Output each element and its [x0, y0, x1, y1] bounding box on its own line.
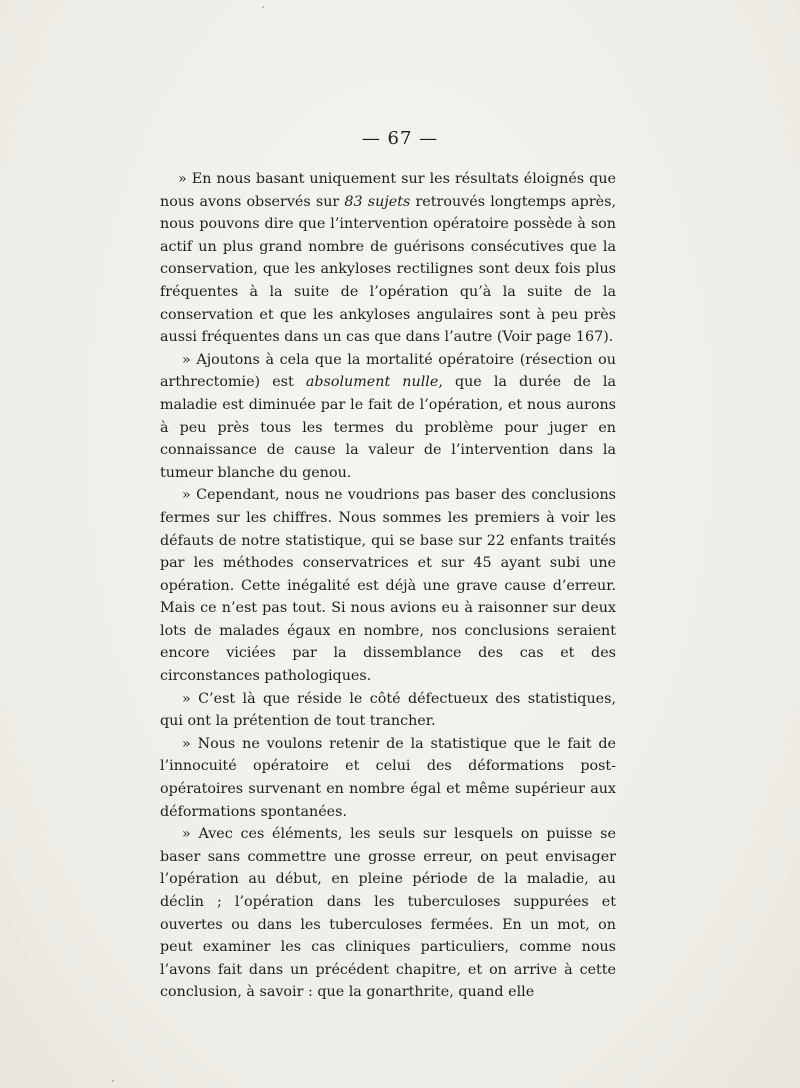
page-number: — 67 —: [361, 128, 439, 149]
paragraph-3-text: » Cependant, nous ne voudrions pas baser des conclusions fermes sur les chiffres. Nous sommes les premiers à voir les défauts de notre statistique, qui se base sur 22 enfants traités par les méthodes conservatrices et sur 45 ayant subi une opération. Cette inégalité est déjà une grave cause d’erreur. Mais ce n’est pas tout. Si nous avions eu à raisonner sur deux lots de malades égaux en nombre, nos conclusions seraient encore viciées par la dissemblance des cas et des circonstances pathologiques.: [160, 487, 616, 685]
paragraph-1-emphasis: 83 sujets: [344, 193, 411, 210]
paragraph-3: [160, 484, 616, 687]
paragraph-6-text: » Avec ces éléments, les seuls sur lesquels on puisse se baser sans commettre une grosse erreur, on peut envisager l’opération au début, en pleine période de la maladie, au déclin ; l’opération dans les tuberculoses suppurées et ouvertes ou dans les tuberculoses fermées. En un mot, on peut examiner les cas cliniques particuliers, comme nous l’avons fait dans un précédent chapitre, et on arrive à cette conclusion, à savoir : que la gonarthrite, quand elle: [160, 826, 616, 1001]
paragraph-2-text-a: » Ajoutons à cela que la mortalité opératoire (résection ou arthrectomie) est: [160, 351, 616, 391]
paragraph-6: [160, 823, 616, 1004]
paragraph-4: [160, 688, 616, 733]
paragraph-2-emphasis: absolument nulle: [305, 374, 439, 391]
paragraph-2-text-b: , que la durée de la maladie est diminuée par le fait de l’opération, et nous aurons à peu près tous les termes du problème pour juger en connaissance de cause la valeur de l’intervention dans la tumeur blanche du genou.: [160, 374, 617, 481]
paper-speck: [262, 6, 264, 8]
paragraph-5: [160, 733, 616, 823]
paragraph-1-text-a: » En nous basant uniquement sur les résultats éloignés que nous avons observés sur: [160, 171, 616, 210]
paragraph-1: [160, 168, 616, 349]
paragraph-2: [160, 349, 616, 485]
paragraph-1-text-b: retrouvés longtemps après, nous pouvons dire que l’intervention opératoire possède à son actif un plus grand nombre de guérisons consécutives que la conservation, que les ankyloses rectilignes sont deux fois plus fréquentes à la suite de l’opération qu’à la suite de la conservation et que les ankyloses angulaires sont à peu près aussi fréquentes dans un cas que dans l’autre (Voir page 167).: [160, 193, 617, 346]
paragraph-5-text: » Nous ne voulons retenir de la statistique que le fait de l’innocuité opératoire et celui des déformations post-opératoires survenant en nombre égal et même supérieur aux déformations spontanées.: [160, 735, 616, 820]
body-text: [160, 168, 616, 1004]
paper-speck: [112, 1080, 114, 1082]
paragraph-4-text: » C’est là que réside le côté défectueux des statistiques, qui ont la prétention de tout trancher.: [160, 690, 616, 730]
